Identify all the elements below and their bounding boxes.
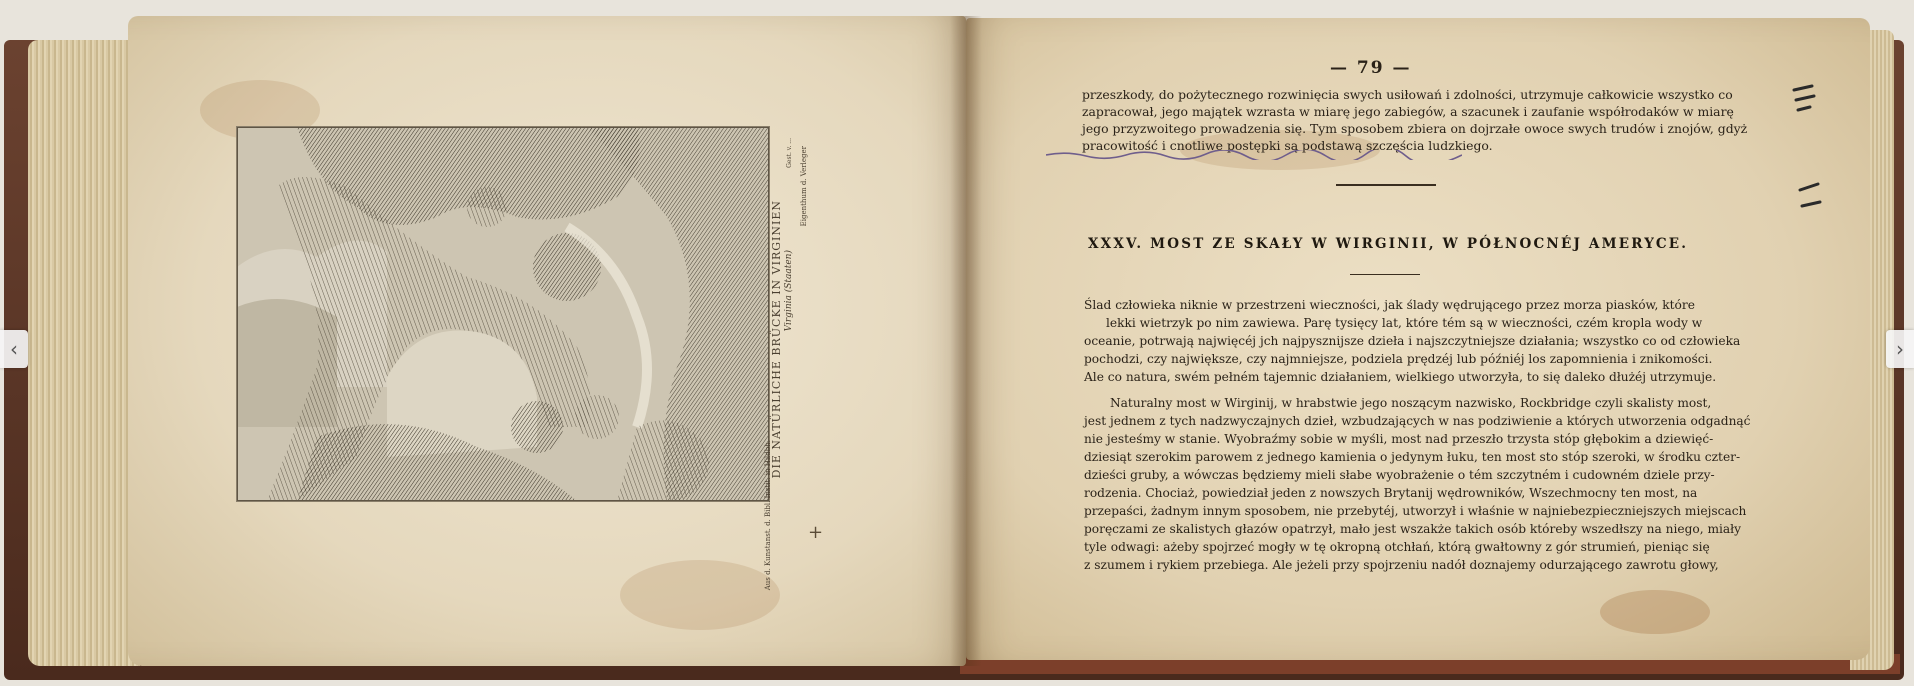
text-line: nie jesteśmy w stanie. Wyobraźmy sobie w myśli, most nad przeszło trzysta stóp głębokim a dziewięć- [1084, 432, 1714, 446]
text-line: poręczami ze skalistych głazów opatrzył, mało jest wszakże takich osób któreby wszedłszy na niego, miały [1084, 522, 1742, 536]
heading-rule [1350, 274, 1420, 275]
engraving-plate [236, 126, 770, 502]
paragraph-body [1084, 394, 1751, 574]
text-line: jest jednem z tych nadzwyczajnych dzieł, wzbudzających w nas podziwienie a których utworzenia odgadnąć [1084, 414, 1751, 428]
text-line: przepaści, żadnym innym sposobem, nie przebytéj, utworzył i właśnie w najniebezpieczniejszych miejscach [1084, 504, 1747, 518]
paragraph-intro [1084, 296, 1744, 386]
text-line: dziesiąt szerokim parowem z jednego kamienia o jedynym łuku, ten most sto stóp szeroki, w środku czter- [1084, 450, 1741, 464]
paragraph-continuation [1082, 86, 1748, 154]
book-gutter [950, 16, 982, 666]
text-line: Naturalny most w Wirginij, w hrabstwie jego noszącym nazwisko, Rockbridge czyli skalisty most, [1110, 396, 1712, 410]
text-line: lekki wietrzyk po nim zawiewa. Parę tysięcy lat, które tém są w wieczności, czém kropla wody w [1106, 316, 1703, 330]
page-number: — 79 — [1330, 58, 1412, 78]
plate-top-note: Gest. v. ... [786, 138, 793, 168]
handwritten-mark: + [808, 522, 824, 543]
text-line: oceanie, potrwają najwięcéj jch najpysznijsze dzieła i najszczytniejsze działania; wszystko co od człowieka [1084, 334, 1741, 348]
text-line: Ślad człowieka niknie w przestrzeni wieczności, jak ślady wędrującego przez morza piasków, które [1084, 298, 1695, 312]
margin-pencil-marks [1790, 80, 1830, 230]
foxing-stain [1600, 590, 1710, 634]
foxing-stain [620, 560, 780, 630]
plate-engraver: Eigenthum d. Verleger [800, 146, 808, 227]
text-line: rodzenia. Chociaż, powiedział jeden z nowszych Brytanij wędrowników, Wszechmocny ten most, na [1084, 486, 1698, 500]
text-line: pracowitość i cnotliwe postępki są podstawą szczęścia ludzkiego. [1082, 138, 1493, 153]
section-divider [1336, 184, 1436, 186]
text-line: jego przyzwoitego prowadzenia się. Tym sposobem zbiera on dojrzałe owoce swych trudów i znojów, gdyż [1082, 121, 1748, 136]
text-line: z szumem i rykiem przebiega. Ale jeżeli przy spojrzeniu nadół doznajemy odurzającego zawrotu głowy, [1084, 558, 1719, 572]
natural-bridge-engraving [237, 127, 769, 501]
pencil-underline [1046, 150, 1462, 160]
plate-publisher: Aus d. Kunstanst. d. Bibl. Instit. in Hildbh. [764, 440, 772, 591]
left-page-stack [28, 40, 140, 666]
text-line: pochodzi, czy największe, czy najmniejsze, podziela prędzéj lub późniéj los zapomnienia i znikomości. [1084, 352, 1713, 366]
previous-image-button[interactable]: ‹ [0, 330, 28, 368]
text-line: dzieści gruby, a wówczas będziemy mieli słabe wyobrażenie o tém szczytném i cudowném dziele przy- [1084, 468, 1715, 482]
section-heading: XXXV. MOST ZE SKAŁY W WIRGINII, W PÓŁNOCNÉJ AMERYCE. [1088, 236, 1689, 252]
text-line: zapracował, jego majątek wzrasta w miarę jego zabiegów, a szacunek i zaufanie współrodaków w miarę [1082, 104, 1734, 119]
text-line: tyle odwagi: ażeby spojrzeć mogły w tę okropną otchłań, którą gwałtowny z gór strumień, pieniąc się [1084, 540, 1710, 554]
plate-caption [764, 138, 814, 591]
plate-subtitle: Virginia (Staaten) [784, 250, 794, 332]
text-line: Ale co natura, swém pełném tajemnic działaniem, wielkiego utworzyła, to się daleko dłużéj utrzymuje. [1084, 370, 1717, 384]
next-image-button[interactable]: › [1886, 330, 1914, 368]
text-line: przeszkody, do pożytecznego rozwinięcia swych usiłowań i zdolności, utrzymuje całkowicie wszystko co [1082, 87, 1733, 102]
plate-title: DIE NATÜRLICHE BRÜCKE IN VIRGINIEN [770, 200, 783, 479]
